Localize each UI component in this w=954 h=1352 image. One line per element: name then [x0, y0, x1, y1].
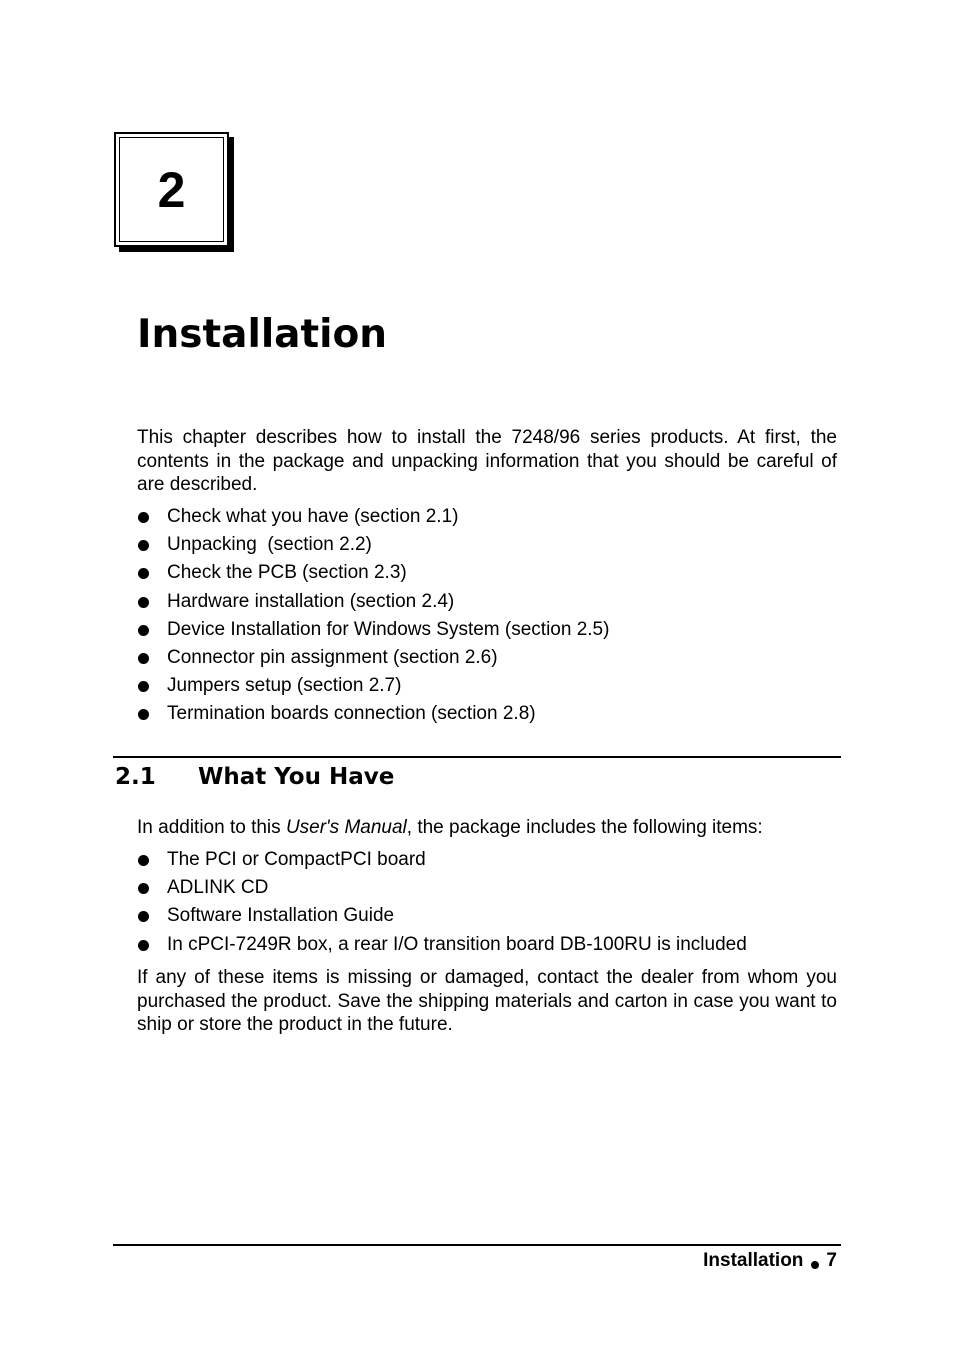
bullet-icon: [138, 540, 149, 551]
list-item: Termination boards connection (section 2.8): [137, 700, 609, 728]
bullet-icon: [138, 597, 149, 608]
page-footer: [703, 1249, 837, 1273]
bullet-icon: [138, 681, 149, 692]
footer-divider: [113, 1244, 841, 1246]
list-item: Check what you have (section 2.1): [137, 503, 609, 531]
intro-paragraph: This chapter describes how to install the 7248/96 series products. At first, the contents in the package and unpacking information that you should be careful of are described.: [137, 427, 837, 495]
list-item: Jumpers setup (section 2.7): [137, 672, 609, 700]
section-heading: [115, 764, 394, 790]
bullet-icon: [138, 855, 149, 866]
section-divider: [113, 756, 841, 758]
list-item: ADLINK CD: [137, 874, 747, 902]
bullet-icon: [138, 709, 149, 720]
chapter-contents-list: [137, 503, 609, 729]
footer-label: Installation: [703, 1250, 804, 1271]
list-item: Device Installation for Windows System (section 2.5): [137, 616, 609, 644]
section-title: What You Have: [198, 764, 395, 790]
list-item: Connector pin assignment (section 2.6): [137, 644, 609, 672]
page-number: 7: [826, 1250, 837, 1271]
list-item: Check the PCB (section 2.3): [137, 559, 609, 587]
chapter-number: 2: [119, 137, 224, 242]
section-number: 2.1: [115, 764, 156, 790]
bullet-icon: [138, 940, 149, 951]
closing-paragraph: If any of these items is missing or damaged, contact the dealer from whom you purchased the product. Save the shipping materials and carton in case you want to ship or store the product in the future.: [137, 967, 837, 1035]
list-item: Software Installation Guide: [137, 902, 747, 930]
manual-title: User's Manual: [285, 817, 407, 838]
bullet-icon: [138, 512, 149, 523]
chapter-number-box: [114, 132, 229, 247]
bullet-icon: [138, 883, 149, 894]
package-items-list: [137, 846, 747, 959]
section-lead-paragraph: In addition to this User's Manual, the package includes the following items:: [137, 817, 763, 838]
list-item: The PCI or CompactPCI board: [137, 846, 747, 874]
bullet-icon: [138, 625, 149, 636]
chapter-title: Installation: [137, 312, 388, 357]
bullet-icon: [138, 568, 149, 579]
bullet-icon: [811, 1261, 819, 1269]
list-item: Unpacking (section 2.2): [137, 531, 609, 559]
list-item: In cPCI-7249R box, a rear I/O transition board DB-100RU is included: [137, 931, 747, 959]
list-item: Hardware installation (section 2.4): [137, 588, 609, 616]
bullet-icon: [138, 653, 149, 664]
bullet-icon: [138, 911, 149, 922]
